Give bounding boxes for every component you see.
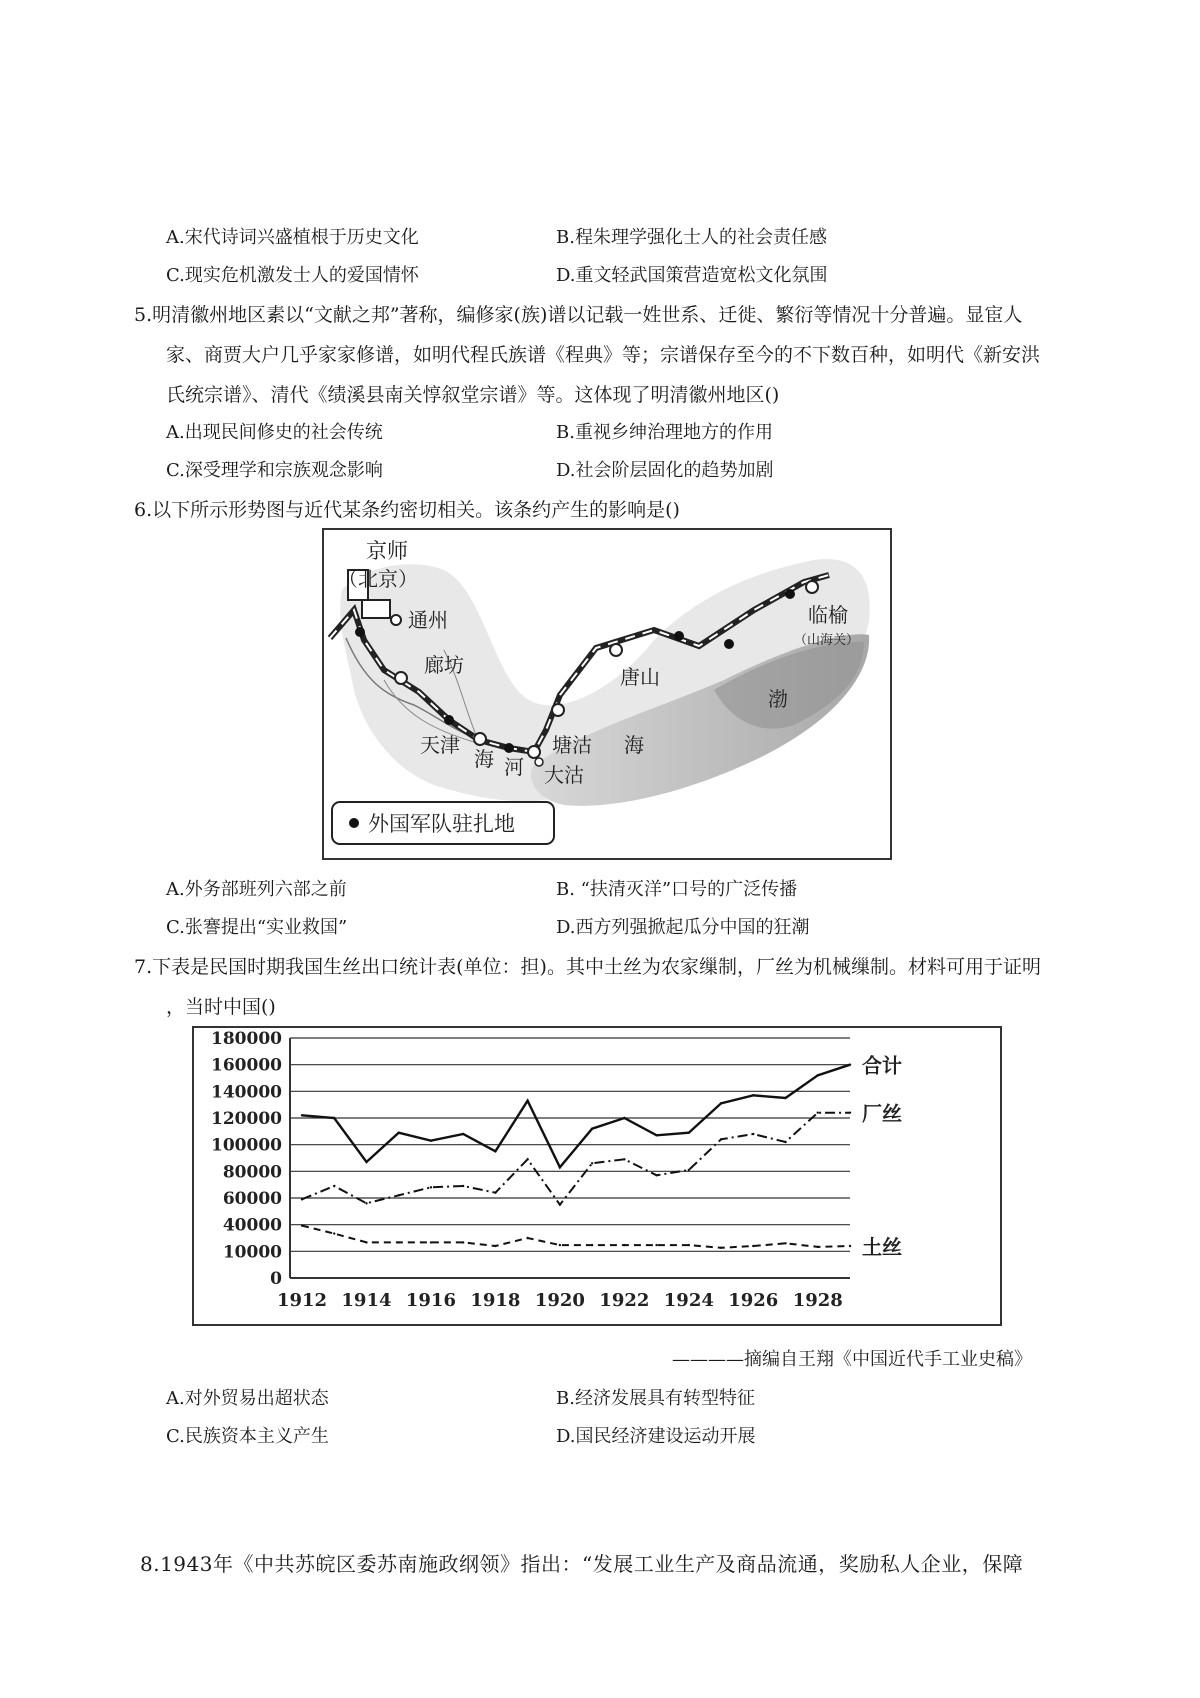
- x-tick-label: 1926: [728, 1290, 779, 1311]
- data-point: [333, 1185, 335, 1187]
- data-point: [301, 1114, 303, 1116]
- data-point: [784, 1242, 786, 1244]
- data-point: [559, 1203, 561, 1205]
- data-point: [849, 1111, 851, 1113]
- data-point: [398, 1131, 400, 1133]
- data-point: [849, 1063, 851, 1065]
- data-point: [688, 1131, 690, 1133]
- label-sea: 海: [624, 733, 644, 757]
- troop-marker: [444, 715, 454, 725]
- q7-source: ————摘编自王翔《中国近代手工业史稿》: [672, 1349, 1032, 1370]
- data-point: [494, 1245, 496, 1247]
- q6-option-c: C.张謇提出“实业救国”: [166, 917, 348, 938]
- x-tick-label: 1922: [599, 1290, 650, 1311]
- x-tick-label: 1912: [276, 1290, 328, 1311]
- station-marker: [535, 758, 543, 766]
- chart-svg: [194, 1028, 1000, 1324]
- label-tianjin: 天津: [420, 733, 460, 757]
- data-point: [817, 1074, 819, 1076]
- q5-stem-line-3: 氏统宗谱》、清代《绩溪县南关惇叙堂宗谱》等。这体现了明清徽州地区(): [166, 384, 780, 406]
- series-line-dash-dot: [302, 1113, 850, 1205]
- q4-option-b: B.程朱理学强化士人的社会责任感: [556, 227, 827, 248]
- data-point: [784, 1141, 786, 1143]
- data-point: [591, 1162, 593, 1164]
- q5-option-d: D.社会阶层固化的趋势加剧: [556, 460, 774, 481]
- q7-option-c: C.民族资本主义产生: [166, 1426, 329, 1447]
- data-point: [430, 1186, 432, 1188]
- series-line-solid: [302, 1065, 850, 1168]
- y-tick-label: 60000: [222, 1189, 282, 1209]
- data-point: [462, 1241, 464, 1243]
- series-label: 合计: [862, 1053, 902, 1078]
- q7-stem-line-1: 7.下表是民国时期我国生丝出口统计表(单位：担)。其中土丝为农家缫制，厂丝为机械缫制。材料可用于证明: [134, 956, 1041, 978]
- map-legend: [332, 802, 554, 844]
- x-tick-label: 1920: [534, 1290, 585, 1311]
- data-point: [591, 1127, 593, 1129]
- data-point: [559, 1244, 561, 1246]
- q6-stem: 6.以下所示形势图与近代某条约密切相关。该条约产生的影响是(): [134, 499, 680, 521]
- data-point: [365, 1161, 367, 1163]
- data-point: [623, 1117, 625, 1119]
- data-point: [720, 1102, 722, 1104]
- data-point: [494, 1191, 496, 1193]
- label-tanggu: 塘沽: [552, 733, 592, 757]
- q5-stem-line-2: 家、商贾大户几乎家家修谱，如明代程氏族谱《程典》等；宗谱保存至今的不下数百种，如明代《新安洪: [166, 344, 1041, 366]
- q4-option-d: D.重文轻武国策营造宽松文化氛围: [556, 265, 828, 286]
- data-point: [655, 1134, 657, 1136]
- label-langfang: 廊坊: [424, 653, 464, 677]
- data-point: [720, 1247, 722, 1249]
- data-point: [301, 1224, 303, 1226]
- label-tongzhou: 通州: [408, 608, 448, 632]
- y-tick-label: 120000: [211, 1109, 282, 1129]
- data-point: [526, 1237, 528, 1239]
- label-he: 河: [504, 755, 524, 779]
- data-point: [623, 1244, 625, 1246]
- x-tick-label: 1924: [663, 1290, 714, 1311]
- x-tick-label: 1918: [470, 1290, 521, 1311]
- data-point: [752, 1133, 754, 1135]
- station-marker: [395, 672, 407, 684]
- y-tick-label: 140000: [211, 1082, 282, 1103]
- data-point: [398, 1194, 400, 1196]
- q6-option-b: B. “扶清灭洋”口号的广泛传播: [556, 879, 798, 900]
- label-bo: 渤: [768, 687, 788, 711]
- data-point: [365, 1241, 367, 1243]
- y-tick-label: 40000: [222, 1215, 282, 1236]
- data-point: [623, 1158, 625, 1160]
- y-tick-label: 180000: [211, 1029, 282, 1049]
- label-layer: [211, 1029, 902, 1311]
- q4-option-c: C.现实危机激发士人的爱国情怀: [166, 265, 419, 286]
- data-point: [655, 1174, 657, 1176]
- troop-marker: [785, 589, 795, 599]
- data-point: [526, 1099, 528, 1101]
- station-marker: [528, 746, 540, 758]
- label-dagu: 大沽: [544, 763, 584, 787]
- troop-marker: [724, 639, 734, 649]
- data-point: [526, 1158, 528, 1160]
- label-jingshi: 京师: [366, 539, 408, 563]
- label-linyu: 临榆: [808, 603, 848, 627]
- station-marker: [474, 733, 486, 745]
- label-shanhaiguan: （山海关）: [794, 633, 860, 648]
- data-point: [817, 1111, 819, 1113]
- data-point: [752, 1094, 754, 1096]
- data-point: [301, 1198, 303, 1200]
- legend-troop-marker: [349, 818, 359, 828]
- legend-label: 外国军队驻扎地: [368, 812, 515, 836]
- q6-situation-map: [322, 528, 892, 860]
- y-tick-label: 0: [270, 1269, 282, 1289]
- y-tick-label: 10000: [222, 1242, 282, 1263]
- q7-option-a: A.对外贸易出超状态: [166, 1388, 329, 1409]
- y-tick-label: 100000: [211, 1135, 282, 1156]
- station-marker: [552, 704, 564, 716]
- data-point: [752, 1245, 754, 1247]
- q5-option-a: A.出现民间修史的社会传统: [166, 422, 383, 443]
- station-marker: [806, 581, 818, 593]
- data-point: [365, 1202, 367, 1204]
- series-label: 厂丝: [862, 1101, 902, 1126]
- q7-silk-export-chart: [192, 1026, 1002, 1326]
- data-point: [462, 1185, 464, 1187]
- data-point: [655, 1244, 657, 1246]
- q7-option-d: D.国民经济建设运动开展: [556, 1426, 756, 1447]
- x-tick-label: 1916: [405, 1290, 456, 1311]
- data-point: [688, 1244, 690, 1246]
- q5-option-c: C.深受理学和宗族观念影响: [166, 460, 383, 481]
- q7-stem-line-2: ，当时中国(): [166, 996, 276, 1018]
- data-point: [559, 1166, 561, 1168]
- troop-marker: [355, 627, 365, 637]
- y-tick-label: 80000: [222, 1162, 282, 1183]
- y-tick-label: 160000: [211, 1055, 282, 1076]
- series-line-dashed: [302, 1226, 850, 1248]
- q6-option-d: D.西方列强掀起瓜分中国的狂潮: [556, 917, 810, 938]
- data-point: [430, 1139, 432, 1141]
- data-point: [688, 1169, 690, 1171]
- label-tangshan: 唐山: [620, 665, 660, 689]
- series-label: 土丝: [862, 1235, 902, 1259]
- q5-option-b: B.重视乡绅治理地方的作用: [556, 422, 773, 443]
- data-point: [462, 1133, 464, 1135]
- x-tick-label: 1914: [341, 1290, 392, 1311]
- q4-option-a: A.宋代诗词兴盛植根于历史文化: [166, 227, 419, 248]
- x-tick-label: 1928: [792, 1290, 843, 1311]
- q8-stem-line-1: 8.1943年《中共苏皖区委苏南施政纲领》指出：“发展工业生产及商品流通，奖励私人企业，保障: [140, 1552, 1024, 1576]
- data-point: [398, 1241, 400, 1243]
- data-point: [591, 1244, 593, 1246]
- station-marker: [610, 644, 622, 656]
- q5-stem-line-1: 5.明清徽州地区素以“文献之邦”著称，编修家(族)谱以记载一姓世系、迁徙、繁衍等情况十分普遍。显宦人: [134, 304, 1023, 326]
- data-point: [720, 1138, 722, 1140]
- data-point: [333, 1232, 335, 1234]
- data-point: [849, 1245, 851, 1247]
- data-point: [333, 1117, 335, 1119]
- data-point: [494, 1150, 496, 1152]
- troop-marker: [504, 743, 514, 753]
- data-point: [430, 1241, 432, 1243]
- label-hai: 海: [474, 747, 494, 771]
- data-point: [784, 1097, 786, 1099]
- q7-option-b: B.经济发展具有转型特征: [556, 1388, 755, 1409]
- station-marker: [391, 615, 401, 625]
- q6-option-a: A.外务部班列六部之前: [166, 879, 347, 900]
- map-svg: [324, 530, 890, 858]
- troop-marker: [674, 631, 684, 641]
- data-point: [817, 1246, 819, 1248]
- label-beijing: （北京）: [338, 567, 418, 591]
